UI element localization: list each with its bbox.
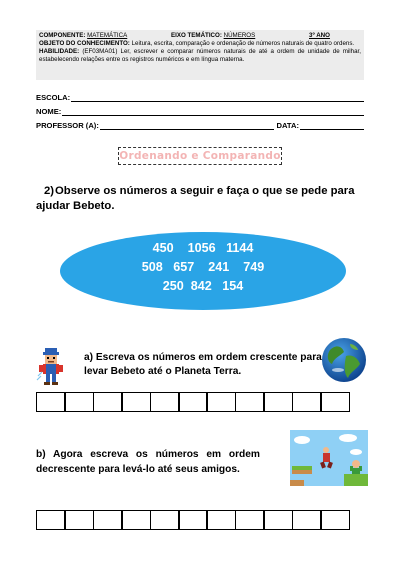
answer-cell[interactable] (64, 392, 94, 412)
answer-cell[interactable] (206, 510, 236, 530)
answer-cell[interactable] (235, 510, 265, 530)
game-scene-icon (290, 430, 368, 486)
answer-cell[interactable] (93, 510, 123, 530)
escola-field[interactable] (71, 93, 364, 102)
answer-boxes-b (36, 510, 348, 530)
professor-field[interactable] (100, 121, 274, 130)
answer-cell[interactable] (320, 392, 350, 412)
eixo-label: EIXO TEMÁTICO: (171, 32, 222, 39)
student-form (36, 88, 364, 130)
numbers-list (60, 239, 346, 296)
answer-cell[interactable] (263, 510, 293, 530)
answer-cell[interactable] (36, 510, 66, 530)
answer-cell[interactable] (150, 392, 180, 412)
question-2-text: Observe os números a seguir e faça o que se pede para ajudar Bebeto. (36, 185, 355, 212)
part-b (36, 447, 260, 477)
objeto-conhecimento: OBJETO DO CONHECIMENTO: Leitura, escrita, comparação e ordenação de números naturais de quatro ordens. (39, 40, 355, 48)
componente-label: COMPONENTE: (39, 32, 86, 39)
part-b-text: b) Agora escreva os números em ordem decrescente para levá-lo até seus amigos. (36, 449, 260, 475)
part-a (84, 351, 346, 379)
escola-line: ESCOLA: (36, 88, 364, 102)
professor-line: PROFESSOR (A): DATA: (36, 116, 364, 130)
answer-cell[interactable] (292, 392, 322, 412)
answer-cell[interactable] (36, 392, 66, 412)
page-title: Ordenando e Comparando (119, 150, 281, 162)
answer-cell[interactable] (178, 392, 208, 412)
answer-cell[interactable] (235, 392, 265, 412)
numbers-row-2: 508 657 241 749 (141, 260, 265, 274)
habilidade: HABILIDADE: (EF03MA01) Ler, escrever e comparar números naturais de até a ordem de unidade de milhar, estabelecendo relações entre os registros numéricos e em língua materna. (39, 48, 361, 63)
bebeto-character-icon (36, 346, 66, 388)
numbers-row-3: 250 842 154 (162, 279, 244, 293)
numbers-row-1: 450 1056 1144 (152, 241, 254, 255)
eixo-value: NÚMEROS (223, 32, 256, 39)
nome-field[interactable] (62, 107, 364, 116)
header-box (36, 30, 364, 80)
componente-value: MATEMÁTICA (87, 32, 128, 39)
title-box (118, 147, 282, 165)
answer-cell[interactable] (263, 392, 293, 412)
header-row (39, 32, 361, 39)
answer-cell[interactable] (178, 510, 208, 530)
answer-cell[interactable] (206, 392, 236, 412)
nome-line: NOME: (36, 102, 364, 116)
answer-cell[interactable] (292, 510, 322, 530)
data-field[interactable] (300, 121, 364, 130)
answer-cell[interactable] (320, 510, 350, 530)
answer-cell[interactable] (64, 510, 94, 530)
question-2: 2)Observe os números a seguir e faça o que se pede para ajudar Bebeto. (36, 185, 355, 212)
part-a-text: a) Escreva os números em ordem crescente para levar Bebeto até o Planeta Terra. (84, 352, 322, 377)
answer-boxes-a (36, 392, 348, 412)
answer-cell[interactable] (121, 392, 151, 412)
answer-cell[interactable] (150, 510, 180, 530)
answer-cell[interactable] (121, 510, 151, 530)
earth-globe-icon (320, 336, 368, 384)
grade-label: 3º ANO (309, 32, 330, 39)
answer-cell[interactable] (93, 392, 123, 412)
